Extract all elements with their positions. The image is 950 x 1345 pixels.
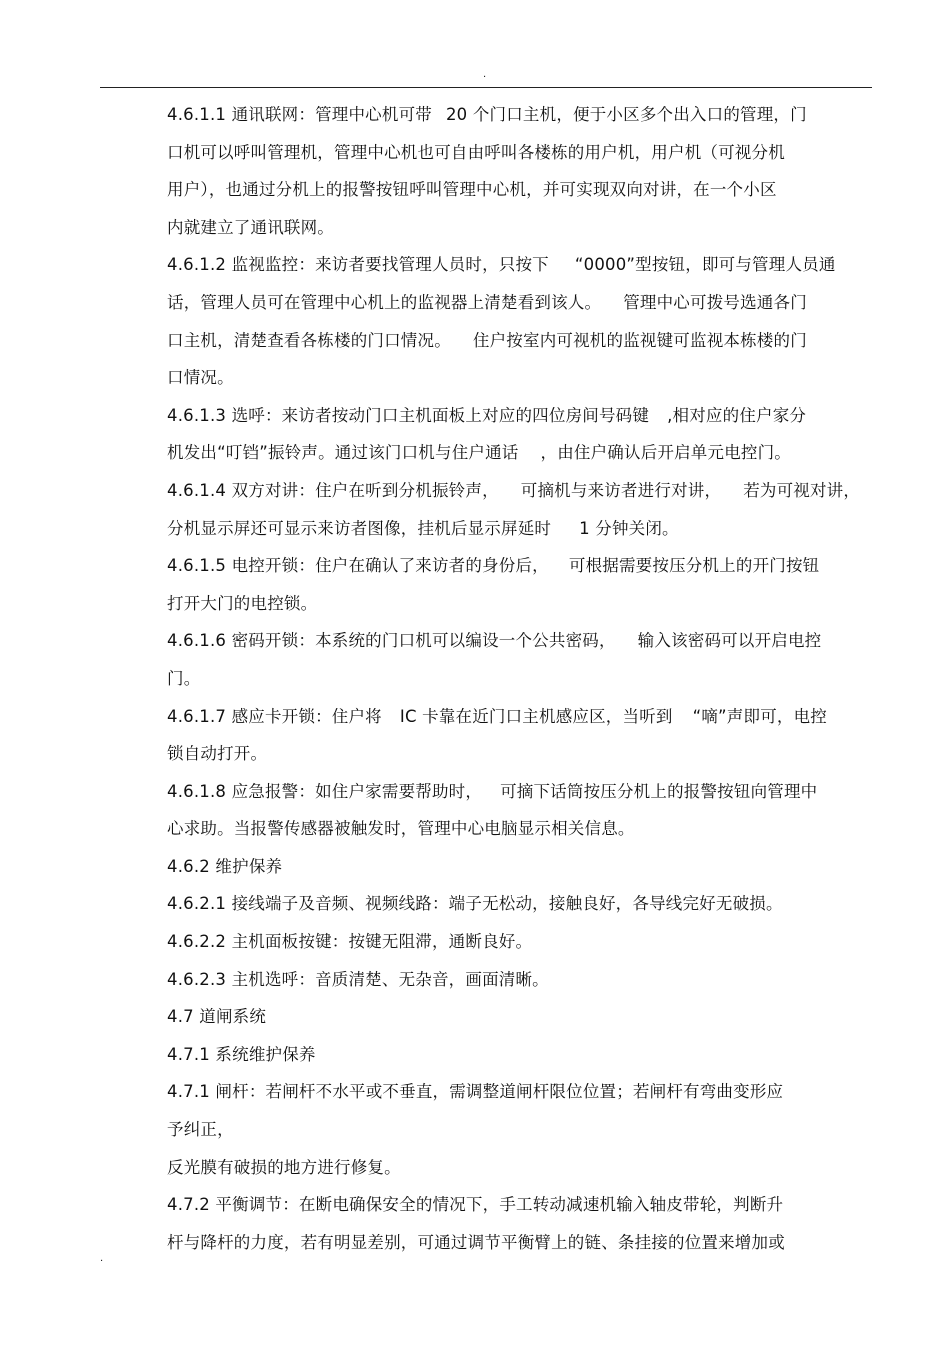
text-line: [167, 171, 867, 209]
text-run: 1 分钟关闭。: [579, 518, 679, 538]
text-line: [167, 961, 867, 999]
text-line: [167, 397, 867, 435]
text-run: 门。: [167, 668, 201, 688]
text-run: 4.6.1.3 选呼：来访者按动门口主机面板上对应的四位房间号码键: [167, 405, 650, 425]
document-body: [167, 96, 867, 1261]
text-run: 口机可以呼叫管理机，管理中心机也可自由呼叫各楼栋的用户机，用户机（可视分机: [167, 142, 785, 162]
text-line: [167, 698, 867, 736]
text-run: 机发出“叮铛”振铃声。通过该门口机与住户通话: [167, 443, 519, 463]
text-run: IC 卡靠在近门口主机感应区，当听到: [399, 706, 673, 726]
text-line: [167, 1149, 867, 1187]
footer-dot: .: [100, 1253, 104, 1264]
text-line: [167, 1186, 867, 1224]
text-line: [167, 1224, 867, 1262]
text-run: 分机显示屏还可显示来访者图像，挂机后显示屏延时: [167, 518, 552, 538]
text-run: 4.6.1.6 密码开锁：本系统的门口机可以编设一个公共密码，: [167, 631, 616, 651]
paragraph: [167, 961, 867, 999]
text-line: [167, 134, 867, 172]
text-line: [167, 585, 867, 623]
text-run: 4.6.1.1 通讯联网：管理中心机可带: [167, 105, 432, 124]
text-run: “嘀”声即可，电控: [692, 706, 828, 726]
text-run: 4.6.2.2 主机面板按键：按键无阻滞，通断良好。: [167, 932, 533, 952]
text-line: [167, 472, 867, 510]
text-line: [167, 848, 867, 886]
text-line: [167, 1036, 867, 1074]
text-run: 话，管理人员可在管理中心机上的监视器上清楚看到该人。: [167, 292, 602, 312]
text-run: 4.6.2 维护保养: [167, 856, 283, 876]
paragraph: [167, 698, 867, 773]
paragraph: [167, 397, 867, 472]
text-run: 口主机，清楚查看各栋楼的门口情况。: [167, 330, 451, 350]
text-line: [167, 434, 867, 472]
text-run: 可摘下话筒按压分机上的报警按钮向管理中: [500, 781, 818, 801]
text-line: [167, 246, 867, 284]
text-line: [167, 96, 867, 134]
paragraph: [167, 1073, 867, 1148]
text-run: 4.6.1.5 电控开锁：住户在确认了来访者的身份后，: [167, 556, 549, 576]
text-run: 4.7.1 系统维护保养: [167, 1044, 316, 1064]
text-line: [167, 1111, 867, 1149]
text-run: ，由住户确认后开启单元电控门。: [540, 443, 791, 463]
paragraph: [167, 472, 867, 547]
text-run: ,相对应的住户家分: [667, 405, 807, 425]
text-line: [167, 209, 867, 247]
text-line: [167, 510, 867, 548]
paragraph: [167, 96, 867, 246]
text-line: [167, 547, 867, 585]
text-line: [167, 998, 867, 1036]
text-line: [167, 359, 867, 397]
paragraph: [167, 923, 867, 961]
header-rule: [100, 87, 872, 88]
header-dot: .: [483, 69, 487, 80]
text-run: 4.7.2 平衡调节：在断电确保安全的情况下，手工转动减速机输入轴皮带轮，判断升: [167, 1195, 784, 1215]
text-line: [167, 622, 867, 660]
text-run: 4.6.1.4 双方对讲：住户在听到分机振铃声，: [167, 480, 499, 500]
text-run: 杆与降杆的力度，若有明显差别，可通过调节平衡臂上的链、条挂接的位置来增加或: [167, 1232, 785, 1252]
text-run: 4.7.1 闸杆：若闸杆不水平或不垂直，需调整道闸杆限位位置；若闸杆有弯曲变形应: [167, 1082, 784, 1102]
paragraph: [167, 848, 867, 886]
text-line: [167, 284, 867, 322]
text-run: 4.6.2.1 接线端子及音频、视频线路：端子无松动，接触良好，各导线完好无破损。: [167, 894, 783, 914]
text-run: 予纠正，: [167, 1120, 234, 1140]
text-run: “0000”型按钮，即可与管理人员通: [574, 255, 836, 275]
text-run: 可摘机与来访者进行对讲，: [520, 480, 722, 500]
text-run: 输入该密码可以开启电控: [637, 631, 822, 651]
text-run: 4.7 道闸系统: [167, 1007, 267, 1027]
text-line: [167, 660, 867, 698]
text-line: [167, 810, 867, 848]
text-line: [167, 885, 867, 923]
text-run: 打开大门的电控锁。: [167, 593, 318, 613]
paragraph: [167, 547, 867, 622]
paragraph: [167, 773, 867, 848]
paragraph: [167, 1149, 867, 1187]
text-run: 4.6.1.7 感应卡开锁：住户将: [167, 706, 382, 726]
text-run: 管理中心可拨号选通各门: [623, 292, 807, 312]
paragraph: [167, 998, 867, 1036]
text-run: 20 个门口主机，便于小区多个出入口的管理，门: [445, 105, 807, 124]
paragraph: [167, 246, 867, 396]
text-run: 心求助。当报警传感器被触发时，管理中心电脑显示相关信息。: [167, 819, 635, 839]
text-run: 内就建立了通讯联网。: [167, 217, 334, 237]
text-line: [167, 322, 867, 360]
text-run: 可根据需要按压分机上的开门按钮: [568, 556, 820, 576]
text-run: 反光膜有破损的地方进行修复。: [167, 1157, 401, 1177]
text-run: 用户），也通过分机上的报警按钮呼叫管理中心机，并可实现双向对讲，在一个小区: [167, 180, 777, 200]
text-run: 4.6.2.3 主机选呼：音质清楚、无杂音，画面清晰。: [167, 969, 549, 989]
paragraph: [167, 1036, 867, 1074]
text-line: [167, 773, 867, 811]
paragraph: [167, 885, 867, 923]
text-run: 4.6.1.8 应急报警：如住户家需要帮助时，: [167, 781, 483, 801]
text-run: 若为可视对讲，: [743, 480, 861, 500]
text-run: 4.6.1.2 监视监控：来访者要找管理人员时，只按下: [167, 255, 549, 275]
text-line: [167, 1073, 867, 1111]
text-run: 锁自动打开。: [167, 744, 268, 764]
text-line: [167, 735, 867, 773]
text-run: 住户按室内可视机的监视键可监视本栋楼的门: [472, 330, 807, 350]
paragraph: [167, 1186, 867, 1261]
text-line: [167, 923, 867, 961]
paragraph: [167, 622, 867, 697]
text-run: 口情况。: [167, 368, 234, 388]
